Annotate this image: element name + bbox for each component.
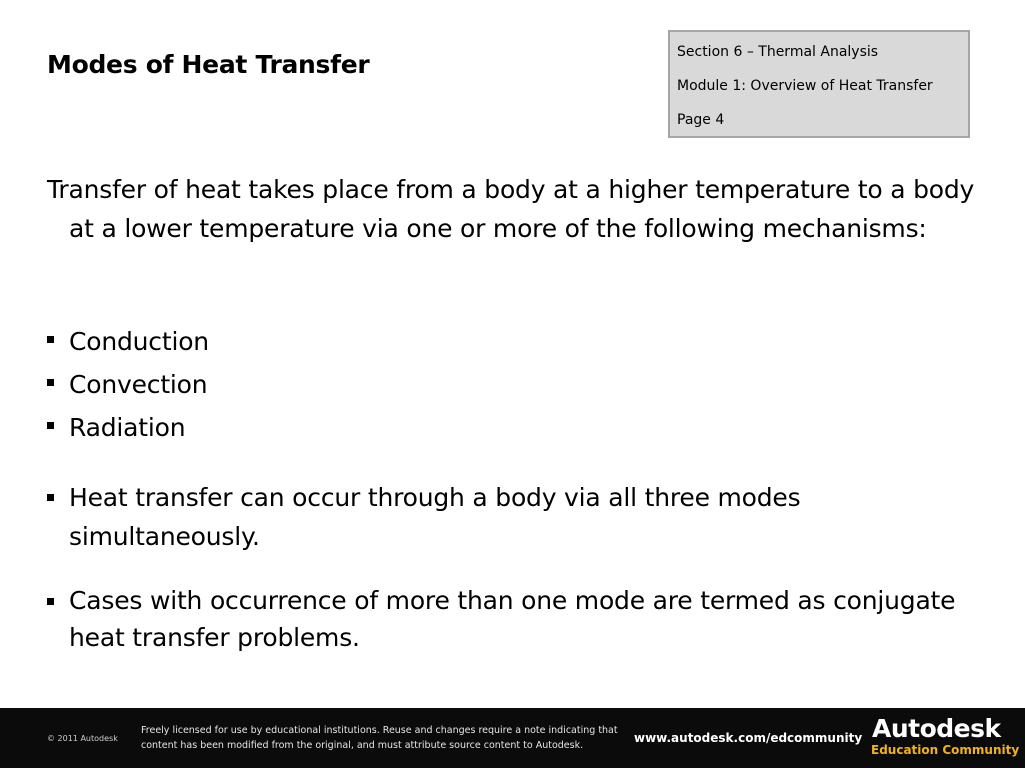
list-item (47, 406, 957, 449)
module-label: Module 1: Overview of Heat Transfer (677, 78, 933, 94)
simultaneous-list (47, 478, 957, 556)
edcommunity-link[interactable]: www.autodesk.com/edcommunity (634, 731, 863, 745)
square-bullet-icon (47, 336, 54, 343)
autodesk-logo: Autodesk (872, 714, 1001, 743)
list-item (47, 363, 957, 406)
modes-list (47, 320, 957, 449)
section-info-box (668, 30, 970, 138)
simultaneous-text: Heat transfer can occur through a body via all three modes simultaneously. (69, 483, 801, 551)
license-text: Freely licensed for use by educational institutions. Reuse and changes require a note indicating that content has been modified from the original, and must attribute source content to Autodesk. (141, 725, 618, 751)
intro-paragraph: Transfer of heat takes place from a body at a higher temperature to a body at a lower temperature via one or more of the following mechanisms: (47, 175, 975, 243)
education-community-logo: Education Community (871, 743, 1020, 757)
square-bullet-icon (47, 598, 54, 605)
copyright-text: © 2011 Autodesk (47, 734, 118, 743)
square-bullet-icon (47, 422, 54, 429)
page-label: Page 4 (677, 112, 725, 128)
square-bullet-icon (47, 494, 54, 501)
list-item (47, 320, 957, 363)
list-item (47, 582, 957, 656)
conjugate-list (47, 582, 957, 656)
footer-bar (0, 708, 1025, 768)
list-item (47, 478, 957, 556)
conjugate-text: Cases with occurrence of more than one mode are termed as conjugate heat transfer problems. (69, 586, 956, 652)
mode-conduction: Conduction (69, 327, 209, 356)
section-label: Section 6 – Thermal Analysis (677, 44, 879, 60)
square-bullet-icon (47, 379, 54, 386)
mode-convection: Convection (69, 370, 208, 399)
mode-radiation: Radiation (69, 413, 186, 442)
slide-title: Modes of Heat Transfer (47, 50, 370, 79)
